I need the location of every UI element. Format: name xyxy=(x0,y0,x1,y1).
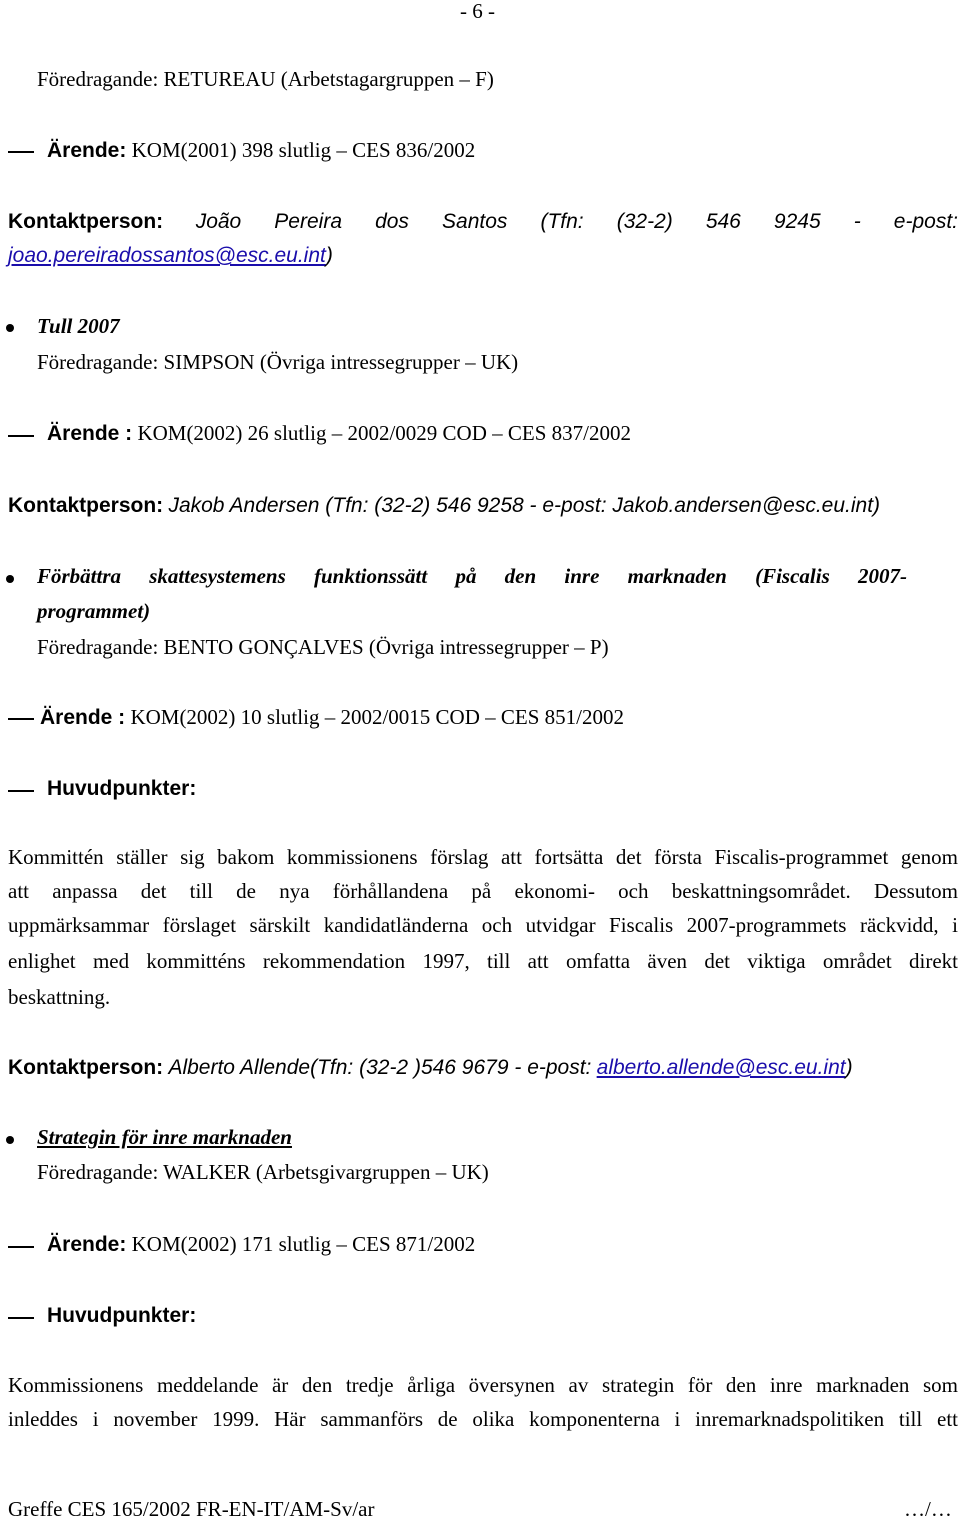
contact-label: Kontaktperson: xyxy=(8,210,164,233)
contact-line-1 xyxy=(8,204,958,239)
contact-close: ) xyxy=(325,244,333,267)
bullet-icon xyxy=(6,1136,14,1144)
contact-line-2 xyxy=(8,494,880,517)
contact-text: Jakob Andersen (Tfn: (32-2) 546 9258 - e-post: Jakob.andersen@esc.eu.int) xyxy=(168,494,881,517)
arende-line-3 xyxy=(40,706,624,729)
main-points-label: Huvudpunkter: xyxy=(47,1304,197,1327)
body-line: Kommissionens meddelande är den tredje årliga översynen av strategin för den inre marknaden som xyxy=(8,1373,958,1397)
arende-value: KOM(2002) 26 slutlig – 2002/0029 COD – CES 837/2002 xyxy=(137,421,631,445)
page-number: - 6 - xyxy=(460,0,495,23)
body-line: att anpassa det till de nya förhållandena på ekonomi- och beskattningsområdet. Dessutom xyxy=(8,879,958,903)
arende-value: KOM(2002) 10 slutlig – 2002/0015 COD – CES 851/2002 xyxy=(130,705,624,729)
dash-marker xyxy=(8,790,34,792)
dash-marker xyxy=(8,1317,34,1319)
bullet-icon xyxy=(6,575,14,583)
contact-email-link[interactable]: alberto.allende@esc.eu.int xyxy=(596,1056,846,1079)
body-line: enlighet med kommitténs rekommendation 1997, till att omfatta även det viktiga området direkt xyxy=(8,949,958,973)
arende-value: KOM(2001) 398 slutlig – CES 836/2002 xyxy=(131,138,476,162)
footer-continuation: …/… xyxy=(904,1497,952,1521)
arende-value: KOM(2002) 171 slutlig – CES 871/2002 xyxy=(131,1232,476,1256)
body-line: uppmärksammar förslaget särskilt kandidatländerna och utvidgar Fiscalis 2007-programmets räckvidd, i xyxy=(8,913,958,937)
arende-label: Ärende: xyxy=(47,139,127,162)
footer-reference: Greffe CES 165/2002 FR-EN-IT/AM-Sv/ar xyxy=(8,1497,375,1521)
arende-line-2 xyxy=(47,422,631,445)
contact-label: Kontaktperson: xyxy=(8,1056,164,1079)
dash-marker xyxy=(8,435,34,437)
contact-text: Alberto Allende(Tfn: (32-2 )546 9679 - e-post: xyxy=(168,1056,592,1079)
rapporteur-bento: Föredragande: BENTO GONÇALVES (Övriga intressegrupper – P) xyxy=(37,635,609,659)
dash-marker xyxy=(8,1246,34,1248)
contact-line-3 xyxy=(8,1056,853,1079)
contact-text: João Pereira dos Santos (Tfn: (32-2) 546 9245 - e-post: xyxy=(195,210,958,233)
contact-email-line-1 xyxy=(8,244,333,267)
rapporteur-walker: Föredragande: WALKER (Arbetsgivargruppen – UK) xyxy=(37,1160,489,1184)
section-title-tull: Tull 2007 xyxy=(37,314,120,338)
body-line: inleddes i november 1999. Här sammanförs de olika komponenterna i inremarknadspolitiken till ett xyxy=(8,1407,958,1431)
section-title-strategy[interactable]: Strategin för inre marknaden xyxy=(37,1125,292,1149)
contact-email-link[interactable]: joao.pereiradossantos@esc.eu.int xyxy=(8,244,326,267)
arende-label: Ärende : xyxy=(47,422,133,445)
rapporteur-returea: Föredragande: RETUREAU (Arbetstagargruppen – F) xyxy=(37,67,494,91)
contact-label: Kontaktperson: xyxy=(8,494,164,517)
arende-line-4 xyxy=(47,1233,475,1256)
dash-marker xyxy=(8,151,34,153)
rapporteur-simpson: Föredragande: SIMPSON (Övriga intressegrupper – UK) xyxy=(37,350,519,374)
dash-marker xyxy=(8,718,34,720)
bullet-icon xyxy=(6,324,14,332)
contact-close: ) xyxy=(845,1056,853,1079)
arende-label: Ärende: xyxy=(47,1233,127,1256)
arende-line-1 xyxy=(47,139,475,162)
main-points-label: Huvudpunkter: xyxy=(47,777,197,800)
body-line: beskattning. xyxy=(8,985,111,1009)
section-title-fiscalis-line-1: Förbättra skattesystemens funktionssätt på den inre marknaden (Fiscalis 2007- xyxy=(37,564,907,588)
body-line: Kommittén ställer sig bakom kommissionens förslag att fortsätta det första Fiscalis-programmet genom xyxy=(8,845,958,869)
section-title-fiscalis-line-2: programmet) xyxy=(37,599,151,623)
arende-label: Ärende : xyxy=(40,706,126,729)
